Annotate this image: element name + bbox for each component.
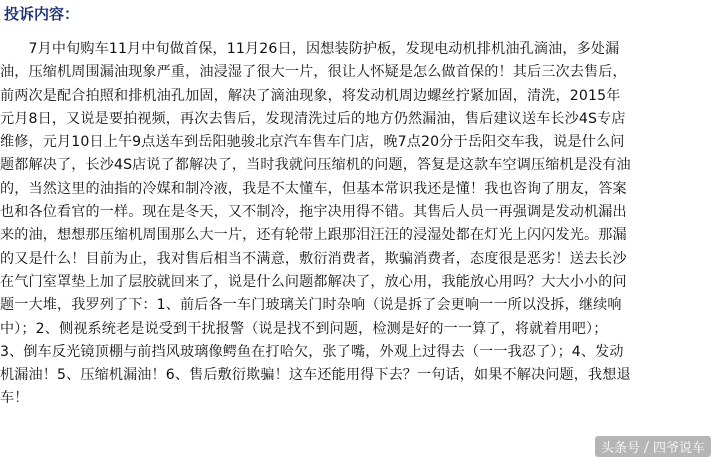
toutiao-watermark	[595, 436, 711, 457]
watermark-platform: 头条号	[600, 441, 640, 456]
text-line: 7月中旬购车11月中旬做首保，11月26日，因想装防护板，发现电动机排机油孔滴油，多处漏	[0, 41, 620, 57]
text-line: 的又是什么！目前为止，我对售后相当不满意，敷衍消费者，欺骗消费者，态度很是恶劣！送去长沙	[0, 250, 627, 267]
text-line: 也和各位看官的一样。现在是冬天，又不制冷，拖宇决用得不错。其售后人员一再强调是发动机漏出	[0, 204, 627, 221]
text-line: 维修，元月10日上午9点送车到岳阳驰骏北京汽车售车门店，晚7点20分于岳阳交车我，说是什么问	[0, 134, 625, 151]
text-line: 机漏油！5、压缩机漏油！6、售后敷衍欺骗！这车还能用得下去？一句话，如果不解决问题，我想退	[0, 367, 631, 384]
complaint-heading: 投诉内容：	[4, 5, 80, 23]
text-line: 题都解决了，长沙4S店说了都解决了，当时我就问压缩机的问题，答复是这款车空调压缩机是没有油	[0, 157, 631, 174]
text-line: 前两次是配合拍照和排机油孔加固，解决了滴油现象，将发动机周边螺丝拧紧加固，清洗，2015年	[0, 87, 621, 104]
text-line: 题一大堆，我罗列了下：1、前后各一车门玻璃关门时杂响（说是拆了会更响一一所以没拆，继续响	[0, 297, 622, 314]
text-line: 车！	[0, 390, 29, 407]
text-line: 3、倒车反光镜顶棚与前挡风玻璃像鳄鱼在打哈欠，张了嘴，外观上过得去（一一我忍了）；4、发动	[0, 343, 624, 360]
text-line: 元月8日，又说是要拍视频，再次去售后，发现清洗过后的地方仍然漏油，售后建议送车长沙4S专店	[0, 110, 626, 127]
text-line: 的，当然这里的油指的冷媒和制冷液，我是不太懂车，但基本常识我还是懂！我也咨询了朋友，答案	[0, 180, 627, 197]
text-line: 油，压缩机周围漏油现象严重，油浸湿了很大一片，很让人怀疑是怎么做首保的！其后三次去售后，	[0, 64, 627, 81]
watermark-separator	[644, 441, 649, 453]
text-line: 在气门室罩垫上加了层胶就回来了，说是什么问题都解决了，放心用，我能放心用吗？大大小小的问	[0, 273, 627, 290]
text-line: 中）；2、侧视系统老是说受到干扰报警（说是找不到问题，检测是好的一一算了，将就着用吧）；	[0, 320, 608, 337]
complaint-body	[0, 38, 719, 411]
watermark-author: 四爷说车	[652, 441, 705, 456]
text-line: 来的油，想想那压缩机周围那么大一片，还有轮带上跟那泪汪汪的浸湿处都在灯光上闪闪发光。那漏	[0, 227, 627, 244]
